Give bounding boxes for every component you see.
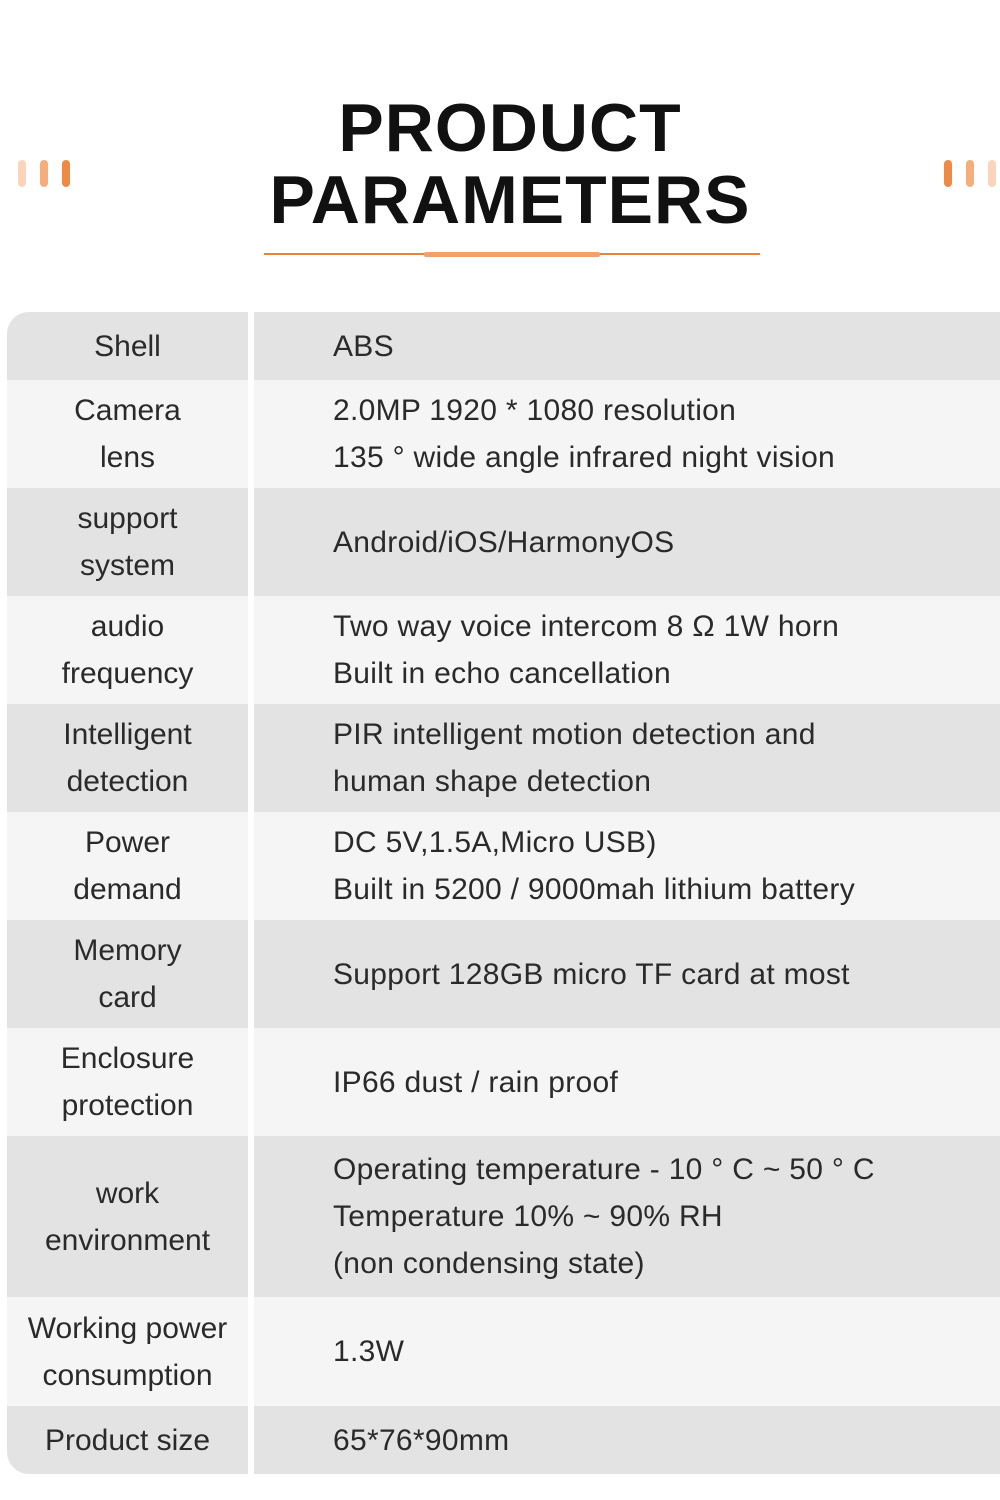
column-divider	[248, 1028, 254, 1136]
column-divider	[248, 704, 254, 812]
column-divider	[248, 1297, 254, 1406]
row-value: Two way voice intercom 8 Ω 1W horn Built in echo cancellation	[333, 610, 840, 690]
row-value: ABS	[333, 329, 394, 363]
row-label: Memory card	[73, 934, 182, 1014]
table-row-shell	[7, 312, 1000, 380]
table-row-memory-card	[7, 920, 1000, 1028]
title-underline-accent	[424, 252, 600, 257]
row-value: IP66 dust / rain proof	[333, 1065, 619, 1099]
row-label: Product size	[44, 1423, 211, 1457]
table-row-enclosure-protection	[7, 1028, 1000, 1136]
table-row-work-environment	[7, 1136, 1000, 1297]
row-value: 2.0MP 1920 * 1080 resolution 135 ° wide angle infrared night vision	[333, 394, 836, 474]
parameters-table	[7, 312, 1000, 1474]
row-label: audio frequency	[61, 610, 194, 690]
row-value: 1.3W	[333, 1335, 405, 1368]
row-label: Camera lens	[74, 394, 181, 474]
column-divider	[248, 312, 254, 380]
row-label: Intelligent detection	[63, 718, 192, 798]
row-label: support system	[77, 502, 178, 582]
column-divider	[248, 920, 254, 1028]
table-row-power-demand	[7, 812, 1000, 920]
row-value: Operating temperature - 10 ° C ~ 50 ° C Temperature 10% ~ 90% RH (non condensing state)	[333, 1153, 875, 1280]
column-divider	[248, 596, 254, 704]
table-row-support-system	[7, 488, 1000, 596]
page-title-line-1: PRODUCT	[338, 90, 682, 166]
table-row-product-size	[7, 1406, 1000, 1474]
column-divider	[248, 488, 254, 596]
column-divider	[248, 380, 254, 488]
row-value: Support 128GB micro TF card at most	[333, 957, 850, 991]
table-row-working-power-consumption	[7, 1297, 1000, 1406]
row-label: Working power consumption	[27, 1311, 228, 1392]
table-row-intelligent-detection	[7, 704, 1000, 812]
row-value: 65*76*90mm	[333, 1423, 510, 1457]
row-value: PIR intelligent motion detection and human shape detection	[333, 718, 816, 798]
row-value: DC 5V,1.5A,Micro USB) Built in 5200 / 9000mah lithium battery	[333, 826, 855, 906]
row-label: Power demand	[73, 826, 182, 906]
page-title	[0, 92, 1000, 236]
table-row-audio-frequency	[7, 596, 1000, 704]
page-title-line-2: PARAMETERS	[269, 162, 751, 238]
column-divider	[248, 1406, 254, 1474]
column-divider	[248, 812, 254, 920]
row-value: Android/iOS/HarmonyOS	[333, 525, 675, 559]
row-label: Enclosure protection	[60, 1042, 195, 1122]
row-label: Shell	[94, 329, 161, 363]
table-row-camera-lens	[7, 380, 1000, 488]
row-label: work environment	[44, 1176, 211, 1257]
column-divider	[248, 1136, 254, 1297]
